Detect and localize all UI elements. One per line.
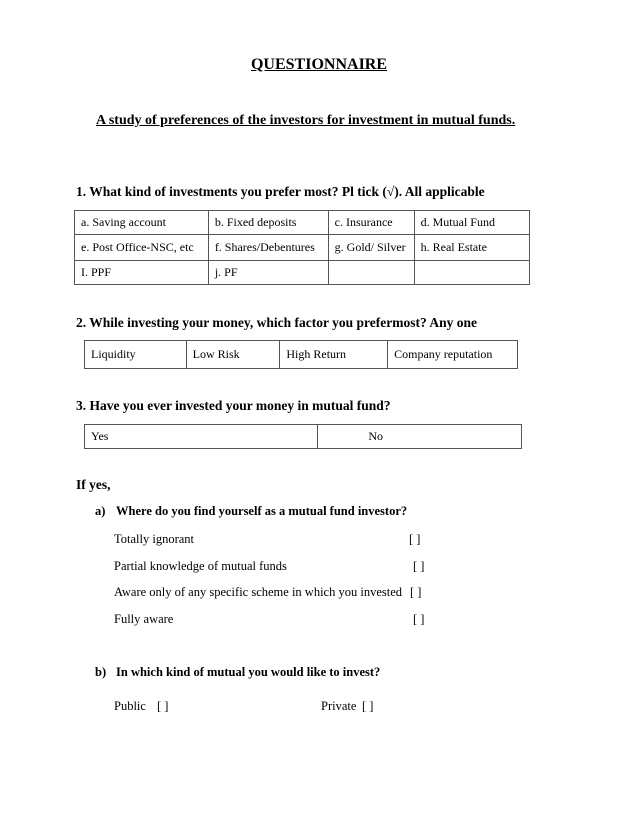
q1-option[interactable]: I. PPF [75, 261, 209, 285]
qa-option-text: Aware only of any specific scheme in which you invested [114, 585, 403, 599]
q1-option[interactable]: d. Mutual Fund [414, 211, 529, 235]
subquestion-a-label: a) [95, 504, 106, 518]
page-subtitle: A study of preferences of the investors for investment in mutual funds. [96, 113, 516, 128]
if-yes-label: If yes, [76, 477, 111, 492]
qa-option-text: Partial knowledge of mutual funds [114, 559, 287, 573]
q2-option-high-return[interactable]: High Return [280, 341, 388, 369]
q1-option[interactable]: c. Insurance [328, 211, 414, 235]
q1-option-empty [328, 261, 414, 285]
question-3-options-table [84, 424, 522, 449]
qb-private-checkbox[interactable]: [ ] [362, 699, 374, 713]
qb-public-checkbox[interactable]: [ ] [157, 699, 169, 713]
qa-option-text: Totally ignorant [114, 532, 195, 546]
q1-option[interactable]: e. Post Office-NSC, etc [75, 235, 209, 261]
q1-option-empty [414, 261, 529, 285]
question-2: 2. While investing your money, which factor you prefermost? Any one [76, 315, 478, 330]
qa-option-checkbox[interactable]: [ ] [413, 612, 425, 626]
question-2-options-table [84, 340, 518, 369]
q2-option-company-reputation[interactable]: Company reputation [388, 341, 518, 369]
question-1-options-table [74, 210, 530, 285]
question-3: 3. Have you ever invested your money in mutual fund? [76, 398, 391, 413]
question-1: 1. What kind of investments you prefer most? Pl tick (√). All applicable [76, 184, 485, 199]
qa-option-checkbox[interactable]: [ ] [410, 585, 422, 599]
q2-option-low-risk[interactable]: Low Risk [186, 341, 280, 369]
q3-option-no[interactable]: No [318, 425, 522, 449]
q3-option-yes[interactable]: Yes [85, 425, 318, 449]
qa-option-text: Fully aware [114, 612, 174, 626]
q1-option[interactable]: h. Real Estate [414, 235, 529, 261]
qb-option-private: Private [321, 699, 357, 713]
subquestion-b-label: b) [95, 665, 107, 679]
subquestion-b: In which kind of mutual you would like to invest? [116, 665, 381, 679]
q1-option[interactable]: a. Saving account [75, 211, 209, 235]
q1-option[interactable]: g. Gold/ Silver [328, 235, 414, 261]
qa-option-checkbox[interactable]: [ ] [413, 559, 425, 573]
subquestion-a: Where do you find yourself as a mutual fund investor? [116, 504, 408, 518]
qa-option-checkbox[interactable]: [ ] [409, 532, 421, 546]
q2-option-liquidity[interactable]: Liquidity [85, 341, 187, 369]
q1-option[interactable]: j. PF [208, 261, 328, 285]
qb-option-public: Public [114, 699, 146, 713]
q1-option[interactable]: f. Shares/Debentures [208, 235, 328, 261]
q1-option[interactable]: b. Fixed deposits [208, 211, 328, 235]
page-title: QUESTIONNAIRE [250, 56, 388, 73]
